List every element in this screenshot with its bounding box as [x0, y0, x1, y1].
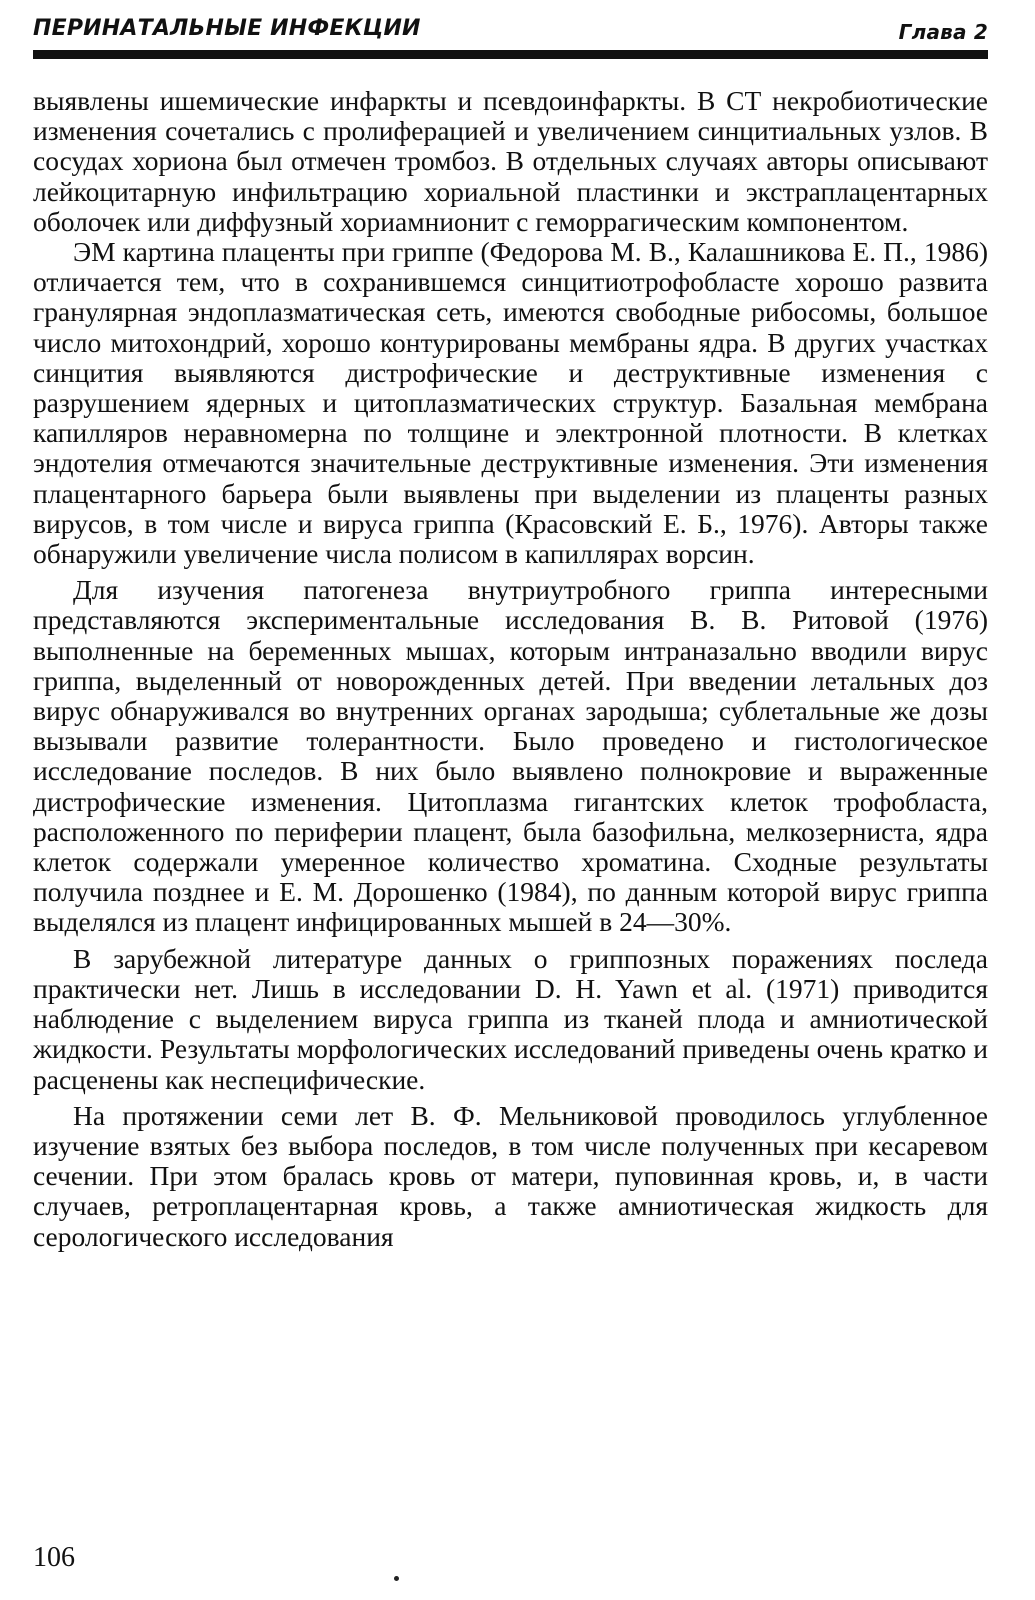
paragraph-5: На протяжении семи лет В. Ф. Мельниковой проводилось углубленное изучение взятых без выбора последов, в том числе полученных при кесаревом сечении. При этом бралась кровь от матери, пуповинная кровь, и, в части случаев, ретроплацентарная кровь, а также амниотическая жидкость для серологического исследования	[33, 1099, 988, 1252]
running-head	[33, 14, 988, 48]
print-speck	[394, 1576, 399, 1581]
paragraph-3: Для изучения патогенеза внутриутробного гриппа интересными представляются экспериментальные исследования В. В. Ритовой (1976) выполненные на беременных мышах, которым интраназально вводили вирус гриппа, выделенный от новорожденных детей. При введении летальных доз вирус обнаруживался во внутренних органах зародыша; сублетальные же дозы вызывали развитие толерантности. Было проведено и гистологическое исследование последов. В них было выявлено полнокровие и выраженные дистрофические изменения. Цитоплазма гигантских клеток трофобласта, расположенного по периферии плацент, была базофильна, мелкозерниста, ядра клеток содержали умеренное количество хроматина. Сходные результаты получила позднее и Е. М. Дорошенко (1984), по данным которой вирус гриппа выделялся из плацент инфицированных мышей в 24—30%.	[33, 574, 988, 938]
header-rule	[33, 50, 988, 59]
body-text	[33, 86, 988, 1252]
page-number: 106	[33, 1542, 75, 1573]
paragraph-2: ЭМ картина плаценты при гриппе (Федорова М. В., Калашникова Е. П., 1986) отличается тем, что в сохранившемся синцитиотрофобласте хорошо развита гранулярная эндоплазматическая сеть, имеются свободные рибосомы, большое число митохондрий, хорошо контурированы мембраны ядра. В других участках синцития выявляются дистрофические и деструктивные изменения с разрушением ядерных и цитоплазматических структур. Базальная мембрана капилляров неравномерна по толщине и электронной плотности. В клетках эндотелия отмечаются значительные деструктивные изменения. Эти изменения плацентарного барьера были выявлены при выделении из плаценты разных вирусов, в том числе и вируса гриппа (Красовский Е. Б., 1976). Авторы также обнаружили увеличение числа полисом в капиллярах ворсин.	[33, 236, 988, 570]
paragraph-4: В зарубежной литературе данных о гриппозных поражениях последа практически нет. Лишь в исследовании D. H. Yawn et al. (1971) приводится наблюдение с выделением вируса гриппа из тканей плода и амниотической жидкости. Результаты морфологических исследований приведены очень кратко и расценены как неспецифические.	[33, 942, 988, 1095]
chapter-label: Глава 2	[898, 20, 988, 44]
paragraph-1: выявлены ишемические инфаркты и псевдоинфаркты. В СТ некробиотические изменения сочетались с пролиферацией и увеличением синцитиальных узлов. В сосудах хориона был отмечен тромбоз. В отдельных случаях авторы описывают лейкоцитарную инфильтрацию хориальной пластинки и экстраплацентарных оболочек или диффузный хориамнионит с геморрагическим компонентом.	[33, 85, 988, 237]
running-title: ПЕРИНАТАЛЬНЫЕ ИНФЕКЦИИ	[33, 16, 421, 41]
